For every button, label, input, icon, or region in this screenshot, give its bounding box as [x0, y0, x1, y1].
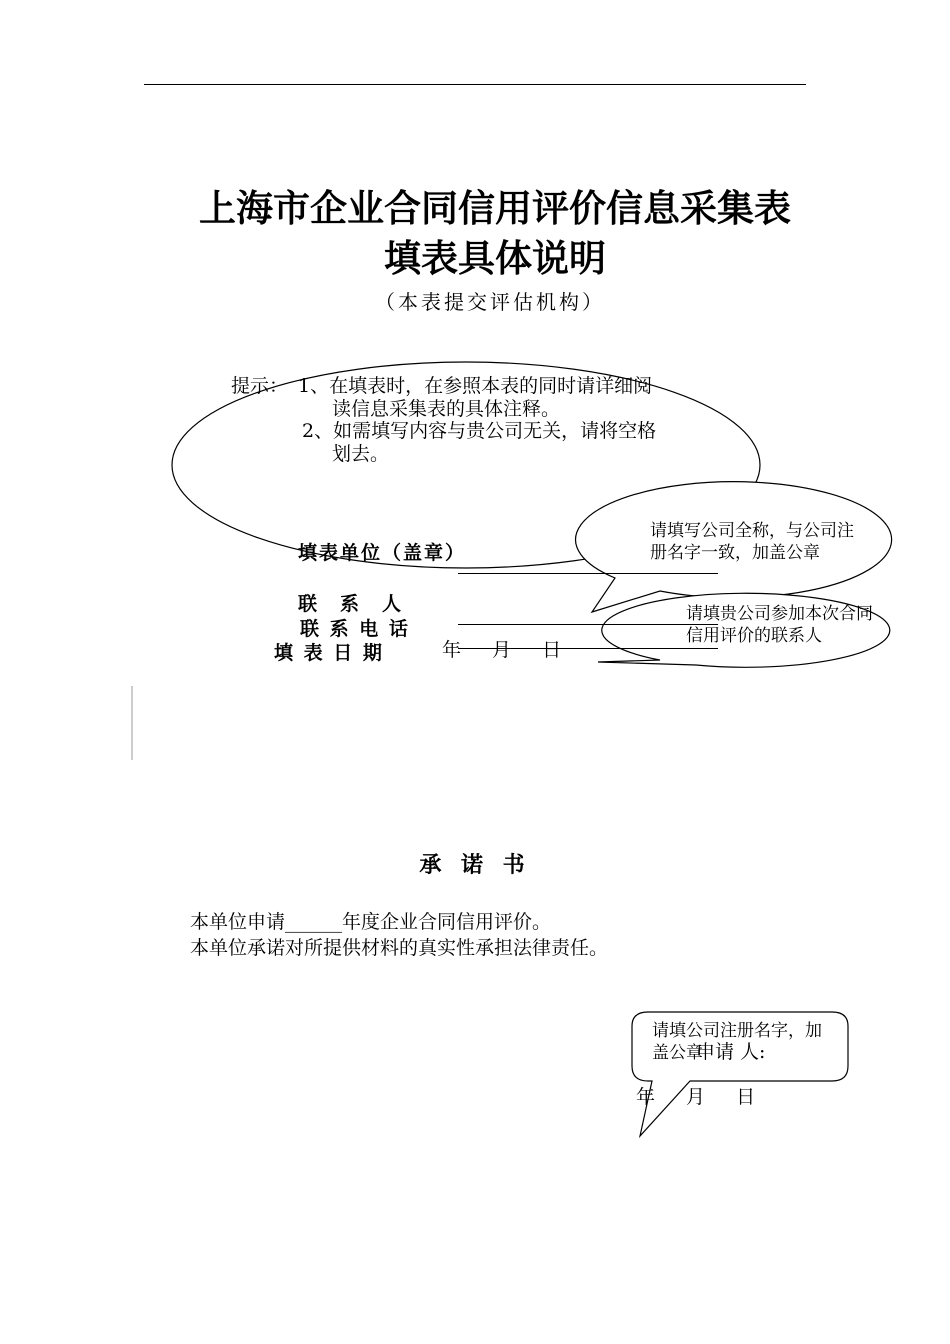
unit-label: 填表单位（盖章） [298, 542, 467, 564]
hint-item1-line1: 1、在填表时，在参照本表的同时请详细阅 [298, 375, 653, 397]
pledge-date: 年 月 日 [636, 1086, 758, 1108]
company-name-callout-text: 请填写公司全称，与公司注册名字一致，加盖公章 [650, 521, 854, 563]
contact-field-line[interactable] [458, 624, 718, 625]
signature-callout-text: 请填公司注册名字，加盖公章 [652, 1021, 822, 1063]
page-title: 上海市企业合同信用评价信息采集表 [199, 187, 791, 230]
hint-prefix: 提示： [231, 375, 289, 397]
date-label: 填 表 日 期 [274, 642, 384, 664]
page-subtitle-heading: 填表具体说明 [384, 237, 606, 280]
pledge-line-2: 本单位承诺对所提供材料的真实性承担法律责任。 [190, 937, 609, 959]
contact-callout-text: 请填贵公司参加本次合同信用评价的联系人 [686, 604, 873, 646]
form-date-value: 年 月 日 [442, 639, 564, 661]
hint-item2-line1: 2、如需填写内容与贵公司无关，请将空格 [302, 420, 657, 442]
submission-note: （本表提交评估机构） [375, 290, 605, 314]
applicant-label: 申请 人: [696, 1041, 766, 1063]
pledge-line-1: 本单位申请______年度企业合同信用评价。 [190, 911, 552, 933]
pledge-title: 承 诺 书 [419, 852, 531, 878]
unit-field-line[interactable] [458, 573, 718, 574]
date-field-line[interactable] [458, 648, 718, 649]
phone-label: 联 系 电 话 [300, 618, 410, 640]
contact-label: 联 系 人 [298, 593, 404, 615]
hint-item2-line2: 划去。 [332, 443, 390, 465]
hint-item1-line2: 读信息采集表的具体注释。 [332, 398, 561, 420]
